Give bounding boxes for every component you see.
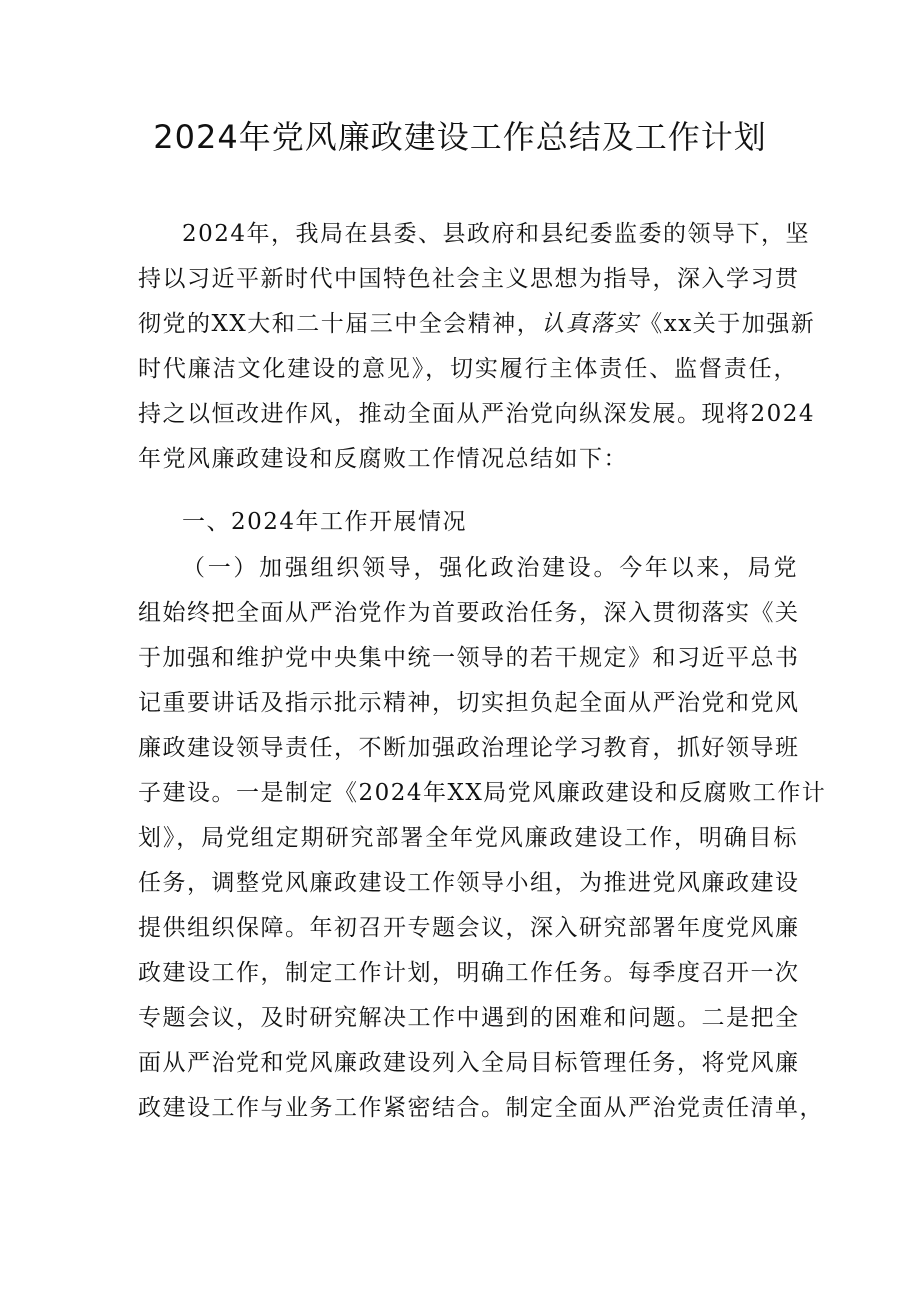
section1-line: 组始终把全面从严治党作为首要政治任务，深入贯彻落实《关: [138, 600, 800, 626]
section1-line: 面从严治党和党风廉政建设列入全局目标管理任务，将党风廉: [138, 1050, 800, 1076]
intro-line-italic: 认真落实: [541, 311, 640, 337]
intro-line: 年党风廉政建设和反腐败工作情况总结如下：: [138, 446, 628, 472]
intro-paragraph: [138, 212, 816, 482]
intro-line: 2024年，我局在县委、县政府和县纪委监委的领导下，坚: [182, 221, 811, 247]
intro-line: 持以习近平新时代中国特色社会主义思想为指导，深入学习贯: [138, 266, 800, 292]
section1-line: 记重要讲话及指示批示精神，切实担负起全面从严治党和党风: [138, 690, 800, 716]
intro-line-head: 彻党的XX大和二十届三中全会精神，: [138, 311, 542, 337]
intro-line: 持之以恒改进作风，推动全面从严治党向纵深发展。现将2024: [138, 401, 816, 427]
document-title: 2024年党风廉政建设工作总结及工作计划: [153, 118, 767, 156]
intro-line: [138, 302, 816, 347]
section1-line: 专题会议，及时研究解决工作中遇到的困难和问题。二是把全: [138, 1005, 800, 1031]
intro-line-tail: 《xx关于加强新: [639, 311, 816, 337]
section1-line: 子建设。一是制定《2024年XX局党风廉政建设和反腐败工作计: [138, 780, 827, 806]
intro-line: 时代廉洁文化建设的意见》，切实履行主体责任、监督责任，: [138, 356, 798, 382]
section1-line: 政建设工作，制定工作计划，明确工作任务。每季度召开一次: [138, 960, 800, 986]
section1-line: 任务，调整党风廉政建设工作领导小组，为推进党风廉政建设: [138, 870, 800, 896]
section1-line: 廉政建设领导责任，不断加强政治理论学习教育，抓好领导班: [138, 735, 800, 761]
section1-line: 政建设工作与业务工作紧密结合。制定全面从严治党责任清单，: [138, 1095, 824, 1121]
section-heading: 一、2024年工作开展情况: [182, 509, 468, 535]
section1-paragraph: [138, 546, 827, 1131]
section1-line: 划》，局党组定期研究部署全年党风廉政建设工作，明确目标: [138, 825, 798, 851]
section1-line: （一）加强组织领导，强化政治建设。今年以来，局党: [182, 555, 798, 581]
section1-line: 于加强和维护党中央集中统一领导的若干规定》和习近平总书: [138, 645, 800, 671]
section1-line: 提供组织保障。年初召开专题会议，深入研究部署年度党风廉: [138, 915, 800, 941]
